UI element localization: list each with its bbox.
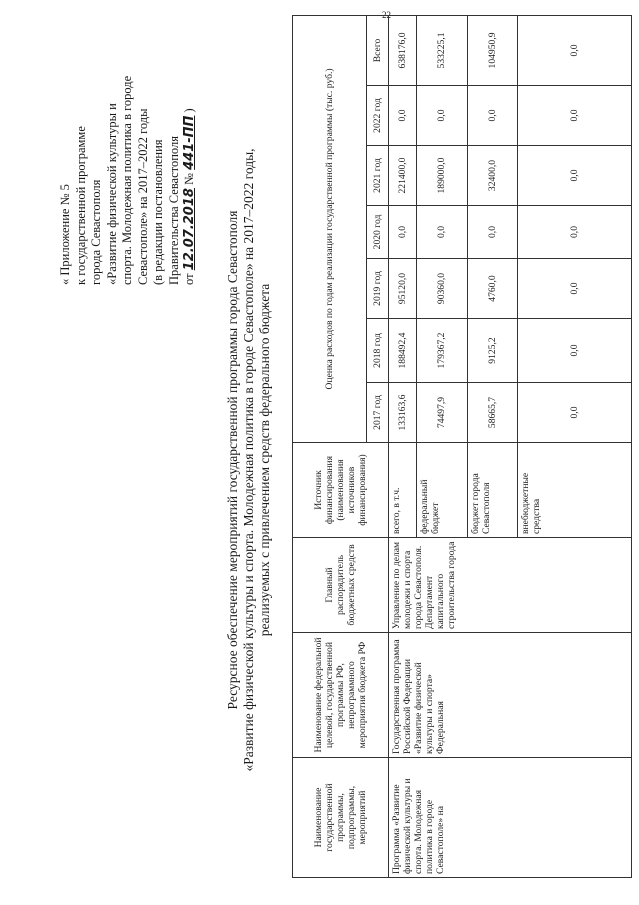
value-cell: 58665,7 <box>467 383 517 443</box>
value-cell: 0,0 <box>417 86 467 146</box>
header-total: Всего <box>367 15 389 85</box>
total-cell: 0,0 <box>517 15 631 85</box>
value-cell: 0,0 <box>517 206 631 259</box>
budget-table <box>292 15 632 878</box>
appendix-line: спорта. Молодежная политика в городе <box>120 75 134 285</box>
appendix-line: Правительства Севастополя <box>166 136 181 285</box>
header-year: 2019 год <box>367 259 389 319</box>
source-cell: бюджет города Севастополя <box>467 443 517 538</box>
value-cell: 0,0 <box>517 319 631 383</box>
appendix-line: к государственной программе <box>73 126 88 285</box>
header-year: 2021 год <box>367 146 389 206</box>
from-prefix: от <box>182 273 196 285</box>
header-year: 2020 год <box>367 206 389 259</box>
appendix-line: города Севастополя <box>89 179 103 285</box>
table-row <box>389 15 417 877</box>
source-cell: всего, в т.ч. <box>389 443 417 538</box>
value-cell: 0,0 <box>517 259 631 319</box>
value-cell: 9125,2 <box>467 319 517 383</box>
value-cell: 179367,2 <box>417 319 467 383</box>
header-federal-program: Наименование федеральной целевой, государственной программы РФ, непрограммного мероприятия бюджета РФ <box>293 633 389 758</box>
title-line: «Развитие физической культуры и спорта. Молодежная политика в городе Севастополе» на 2017–2022 годы, <box>241 148 256 772</box>
number-sign: № <box>182 173 196 185</box>
value-cell: 189000,0 <box>417 146 467 206</box>
value-cell: 90360,0 <box>417 259 467 319</box>
total-cell: 104950,9 <box>467 15 517 85</box>
appendix-line: (в редакции постановления <box>151 139 165 285</box>
appendix-line: « Приложение № 5 <box>58 184 72 285</box>
appendix-header <box>58 15 198 285</box>
header-distributor: Главный распорядитель бюджетных средств <box>293 538 389 633</box>
title-line: Ресурсное обеспечение мероприятий государственной программы города Севастополя <box>225 210 240 710</box>
document-title <box>225 70 273 850</box>
value-cell: 0,0 <box>517 86 631 146</box>
page-number: 22 <box>382 10 391 20</box>
federal-program-cell: Государственная программа Российской Федерации «Развитие физической культуры и спорта» Федеральная <box>389 633 632 758</box>
value-cell: 0,0 <box>517 146 631 206</box>
value-cell: 32400,0 <box>467 146 517 206</box>
resolution-number: 441-ПП <box>182 115 197 170</box>
source-cell: внебюджетные средства <box>517 443 631 538</box>
title-line: реализуемых с привлечением средств федерального бюджета <box>257 283 272 637</box>
header-year: 2018 год <box>367 319 389 383</box>
value-cell: 133163,6 <box>389 383 417 443</box>
header-program: Наименование государственной программы, подпрограммы, мероприятий <box>293 758 389 878</box>
value-cell: 0,0 <box>417 206 467 259</box>
appendix-date-line <box>182 15 198 285</box>
total-cell: 533225,1 <box>417 15 467 85</box>
value-cell: 4760,0 <box>467 259 517 319</box>
program-cell: Программа «Развитие физической культуры и спорта. Молодежная политика в городе Севастополе» на <box>389 758 632 878</box>
header-estimate: Оценка расходов по годам реализации государственной программы (тыс. руб.) <box>293 15 367 442</box>
value-cell: 0,0 <box>517 383 631 443</box>
closing-paren: ) <box>182 108 196 113</box>
value-cell: 74497,9 <box>417 383 467 443</box>
source-cell: федеральный бюджет <box>417 443 467 538</box>
value-cell: 0,0 <box>467 86 517 146</box>
value-cell: 221400,0 <box>389 146 417 206</box>
appendix-line: «Развитие физической культуры и <box>104 103 119 285</box>
value-cell: 0,0 <box>389 206 417 259</box>
value-cell: 188492,4 <box>389 319 417 383</box>
total-cell: 638176,0 <box>389 15 417 85</box>
header-year: 2022 год <box>367 86 389 146</box>
appendix-line: Севастополе» на 2017–2022 годы <box>135 108 150 285</box>
value-cell: 0,0 <box>389 86 417 146</box>
value-cell: 95120,0 <box>389 259 417 319</box>
value-cell: 0,0 <box>467 206 517 259</box>
header-year: 2017 год <box>367 383 389 443</box>
resolution-date: 12.07.2018 <box>182 188 197 271</box>
header-source: Источник финансирования (наименования источников финансирования) <box>293 443 389 538</box>
distributor-cell: Управление по делам молодежи и спорта города Севастополя. Департамент капитального строительства города <box>389 538 632 633</box>
